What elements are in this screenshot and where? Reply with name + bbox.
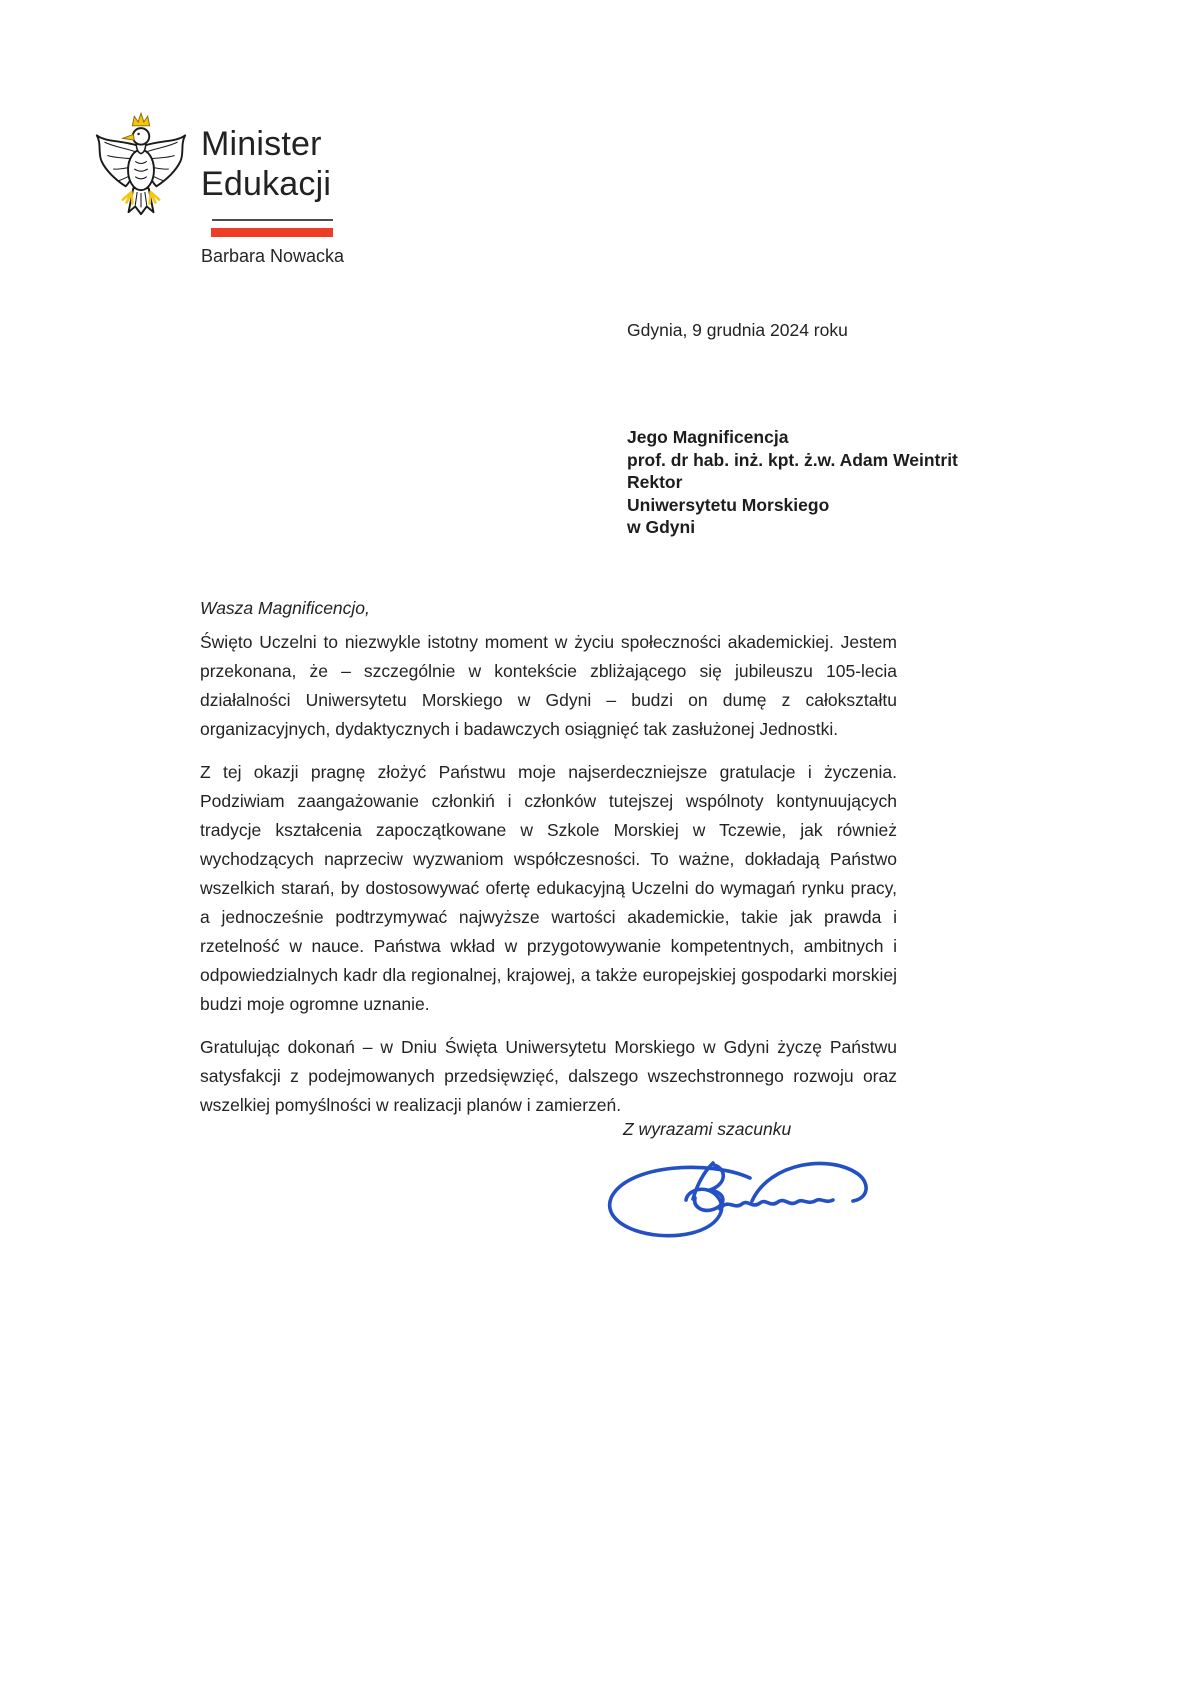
polish-eagle-icon: [93, 110, 189, 228]
header-red-bar: [211, 228, 333, 237]
recipient-line: Jego Magnificencja: [627, 427, 789, 447]
ministry-title-line1: Minister: [201, 125, 322, 163]
ministry-title-line2: Edukacji: [201, 165, 332, 203]
handwritten-signature: [592, 1148, 892, 1248]
recipient-line: Rektor: [627, 472, 683, 492]
salutation: Wasza Magnificencjo,: [200, 598, 370, 618]
paragraph: Gratulując dokonań – w Dniu Święta Uniwersytetu Morskiego w Gdyni życzę Państwu satysfakcji z podejmowanych przedsięwzięć, dalszego wszechstronnego rozwoju oraz wszelkiej pomyślności w realizacji planów i zamierzeń.: [200, 1037, 897, 1115]
paragraph: Święto Uczelni to niezwykle istotny moment w życiu społeczności akademickiej. Jestem przekonana, że – szczególnie w kontekście zbliżającego się jubileuszu 105-lecia działalności Uniwersytetu Morskiego w Gdyni – budzi on dumę z całokształtu organizacyjnych, dydaktycznych i badawczych osiągnięć tak zasłużonej Jednostki.: [200, 632, 897, 739]
ministry-wordmark: [201, 124, 331, 204]
header-divider-line: [212, 219, 333, 221]
recipient-line: prof. dr hab. inż. kpt. ż.w. Adam Weintrit: [627, 449, 958, 470]
dateline: Gdynia, 9 grudnia 2024 roku: [627, 320, 848, 340]
recipient-line: w Gdyni: [627, 517, 696, 537]
closing-phrase: Z wyrazami szacunku: [623, 1119, 792, 1139]
recipient-block: [627, 426, 958, 539]
minister-name: Barbara Nowacka: [201, 246, 345, 266]
paragraph: Z tej okazji pragnę złożyć Państwu moje najserdeczniejsze gratulacje i życzenia. Podziwiam zaangażowanie członkiń i członków tutejszej wspólnoty kontynuujących tradycje kształcenia zapoczątkowane w Szkole Morskiej w Tczewie, jak również wychodzących naprzeciw wyzwaniom współczesności. To ważne, dokładają Państwo wszelkich starań, by dostosowywać ofertę edukacyjną Uczelni do wymagań rynku pracy, a jednocześnie podtrzymywać najwyższe wartości akademickie, takie jak prawda i rzetelność w nauce. Państwa wkład w przygotowywanie kompetentnych, ambitnych i odpowiedzialnych kadr dla regionalnej, krajowej, a także europejskiej gospodarki morskiej budzi moje ogromne uznanie.: [200, 762, 897, 1014]
recipient-line: Uniwersytetu Morskiego: [627, 494, 830, 515]
letter-body: [200, 628, 897, 1134]
